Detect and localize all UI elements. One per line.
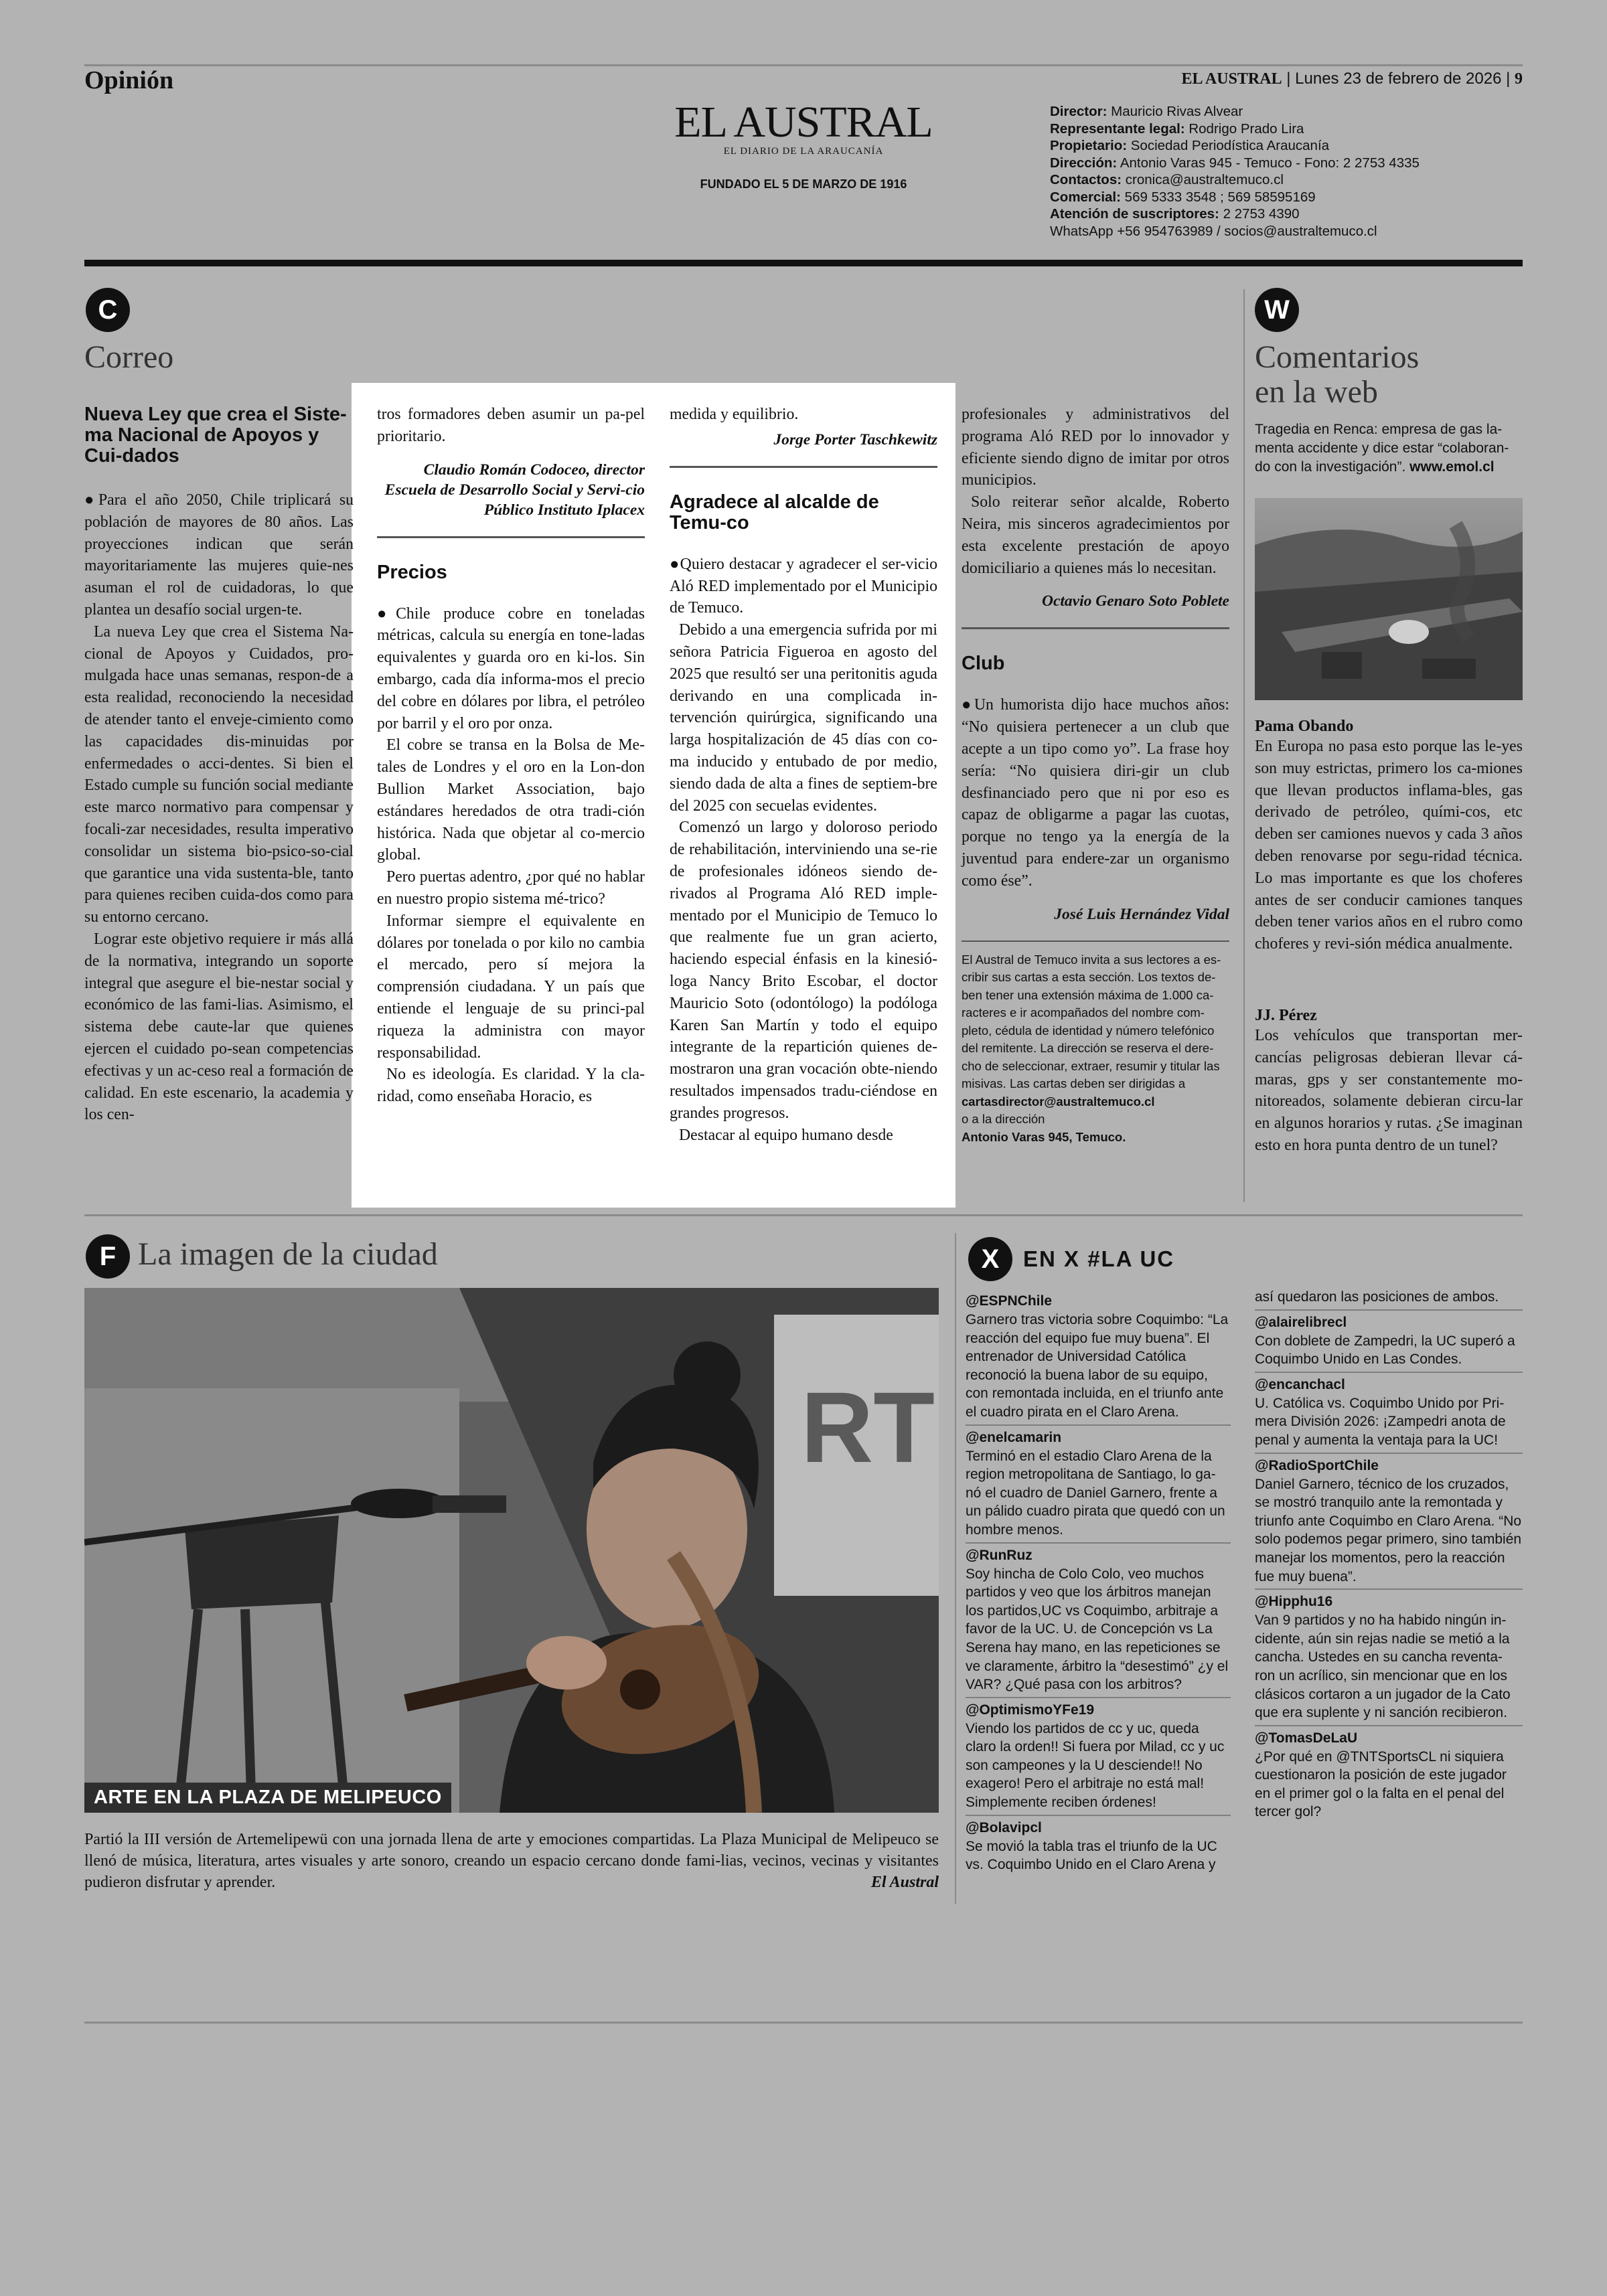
comment-author: JJ. Pérez	[1255, 1007, 1317, 1024]
city-photo	[84, 1288, 939, 1813]
x-title: EN X #LA UC	[1023, 1246, 1175, 1271]
x-handle[interactable]: @TomasDeLaU	[1255, 1730, 1358, 1746]
staff-row: Dirección: Antonio Varas 945 - Temuco - Fono: 2 2753 4335	[1050, 155, 1420, 171]
mid-rule	[84, 1214, 1523, 1216]
section-name: Opinión	[84, 66, 174, 94]
x-post[interactable]	[966, 1289, 1231, 1426]
letter-signature: Jorge Porter Taschkewitz	[773, 430, 937, 448]
correo-badge: C	[86, 288, 130, 332]
letter-headline: Precios	[377, 561, 447, 583]
x-text: Con doblete de Zampedri, la UC superó a Coquimbo Unido en Las Condes.	[1255, 1333, 1515, 1368]
x-handle[interactable]: @OptimismoYFe19	[966, 1702, 1095, 1718]
x-handle[interactable]: @encanchacl	[1255, 1376, 1345, 1392]
x-feed-column-2	[1255, 1285, 1523, 1824]
masthead-logo: EL AUSTRAL	[674, 98, 933, 147]
letter-column-2	[377, 404, 645, 1108]
paper-name: EL AUSTRAL	[1181, 70, 1282, 88]
staff-row: Director: Mauricio Rivas Alvear	[1050, 104, 1243, 119]
web-lead: Tragedia en Renca: empresa de gas la-menta accidente y dice estar “colaboran-do con la investigación”. www.emol.cl	[1255, 422, 1509, 475]
x-text: U. Católica vs. Coquimbo Unido por Pri-mera División 2026: ¡Zampedri anota de penal y aumenta la ventaja para la UC!	[1255, 1395, 1506, 1448]
web-comment	[1255, 718, 1523, 955]
letters-disclaimer: El Austral de Temuco invita a sus lectores a es-cribir sus cartas a esta sección. Los textos de-ben tener una extensión máxima de 1.000 ca-racteres e ir acompañados del nombre com-pleto, cédula de identidad y número telefónico del remitente. La dirección se reserva el dere-cho de seleccionar, extraer, resumir y titular las misivas. Las cartas deben ser dirigidas a cartasdirector@australtemuco.cl o a la dirección Antonio Varas 945, Temuco.	[962, 952, 1221, 1144]
x-text: Garnero tras victoria sobre Coquimbo: “La reacción del equipo fue muy buena”. El entrenador de Universidad Católica reconoció la buena labor de su equipo, con remontada incluida, en el triunfo ante el cuadro pirata en el Claro Arena.	[966, 1312, 1229, 1420]
x-text: Soy hincha de Colo Colo, veo muchos partidos y veo que los árbitros manejan los partidos,UC vs Coquimbo, arbitraje a favor de la UC. U. de Concepción vs La Serena hay mano, en las repeticiones se ve claramente, árbitro la “desestimó” ¿y el VAR? ¿Qué pasa con los arbitros?	[966, 1566, 1229, 1693]
founded-line: FUNDADO EL 5 DE MARZO DE 1916	[700, 177, 907, 191]
masthead-subtitle: EL DIARIO DE LA ARAUCANÍA	[723, 146, 884, 157]
x-badge: X	[968, 1237, 1012, 1281]
x-text: Van 9 partidos y no ha habido ningún in-cidente, aún sin rejas nadie se metió a la cancha. Ustedes en su cancha reventa-ron un acrílico, sin mencionar que en los clásicos cortaron a un jugador de la Cato que era suplente y ni sanción recibieron.	[1255, 1613, 1511, 1721]
x-handle[interactable]: @Bolavipcl	[966, 1819, 1042, 1835]
letter-headline: Nueva Ley que crea el Siste-ma Nacional de Apoyos y Cui-dados	[84, 404, 347, 467]
x-post[interactable]	[1255, 1373, 1523, 1454]
letter-headline: Agradece al alcalde de Temu-co	[670, 491, 879, 534]
letter-headline: Club	[962, 653, 1005, 675]
tanker-fire-photo	[1255, 498, 1523, 700]
x-post[interactable]	[1255, 1590, 1523, 1726]
x-text: Viendo los partidos de cc y uc, queda claro la orden!! Si fuera por Milad, cc y uc son campeones y la U desciende!! No exagero! Pero el arbitraje no está mal! Simplemente reciben órdenes!	[966, 1720, 1225, 1811]
photo-credit: El Austral	[870, 1874, 939, 1891]
divider	[670, 466, 937, 468]
staff-row: WhatsApp +56 954763989 / socios@australtemuco.cl	[1050, 223, 1377, 239]
x-text: Daniel Garnero, técnico de los cruzados, se mostró tranquilo ante la remontada y triunfo ante Coquimbo en Claro Arena. “No solo podemos pegar primero, sino también manejar los momentos, pero la reacción fue muy buena”.	[1255, 1476, 1522, 1584]
staff-row: Contactos: cronica@australtemuco.cl	[1050, 172, 1284, 187]
web-news-photo	[1255, 498, 1523, 700]
city-badge: F	[86, 1234, 130, 1279]
divider	[962, 940, 1229, 942]
letter-signature: Octavio Genaro Soto Poblete	[1041, 592, 1229, 610]
letter-signature: Claudio Román Codoceo, director Escuela de Desarrollo Social y Servi-cio Público Instituto Iplacex	[384, 461, 645, 519]
web-title: Comentarios en la web	[1255, 339, 1420, 410]
x-text: Terminó en el estadio Claro Arena de la region metropolitana de Santiago, lo ga-nó el cuadro de Daniel Garnero, frente a un pálido cuadro pirata que quedó con un hombre menos.	[966, 1448, 1225, 1538]
divider	[377, 536, 645, 538]
letter-body: ●Quiero destacar y agradecer el ser-vicio Aló RED implementado por el Municipio de Temuco. Debido a una emergencia sufrida por mi señora Patricia Figueroa en agosto del 2025 que resultó ser una peritonitis aguda derivando en una complicada in-tervención quirúrgica, significando una larga hospitalización de 45 días con co-ma inducido y entubado de por medio, siendo dada de alta a fines de septiem-bre del 2025 con secuelas evidentes. Comenzó un largo y doloroso periodo de rehabilitación, interviniendo una se-rie de profesionales idóneos siendo de-rivados al Programa Aló RED imple-mentado por el Municipio de Temuco lo que realmente fue un gran acierto, haciendo especial énfasis en la kinesió-loga Nancy Brito Escobar, el doctor Mauricio Soto (odontólogo) la podóloga Karen San Martín y todo el equipo integrante de la repartición quienes de-mostraron una gran vocación obte-niendo resultados impensados tradu-ciéndose en grandes progresos. Destacar al equipo humano desde	[670, 555, 937, 1144]
letter-body: ●Un humorista dijo hace muchos años: “No quisiera pertenecer a un club que acepte a un tipo como yo”. La frase hoy sería: “No quisiera diri-gir un club desfinanciado pero que ni por eso es capaz de obligarme a pagar las cuotas, porque no tengo ya la energía de la juventud para endere-zar un organismo como ése”.	[962, 696, 1229, 890]
letters-email[interactable]: cartasdirector@australtemuco.cl	[962, 1094, 1155, 1109]
divider	[962, 627, 1229, 629]
staff-row: Representante legal: Rodrigo Prado Lira	[1050, 120, 1304, 137]
issue-date: | Lunes 23 de febrero de 2026 |	[1286, 70, 1511, 88]
guitar-player-photo	[84, 1288, 939, 1813]
correo-title: Correo	[84, 339, 174, 375]
letter-column-1	[84, 404, 354, 1126]
letter-signature: José Luis Hernández Vidal	[1054, 905, 1229, 923]
letter-column-4	[962, 404, 1229, 1146]
x-post[interactable]	[966, 1816, 1231, 1877]
x-handle[interactable]: @ESPNChile	[966, 1293, 1053, 1309]
x-post[interactable]	[966, 1426, 1231, 1544]
x-handle[interactable]: @Hipphu16	[1255, 1594, 1333, 1610]
letter-body: tros formadores deben asumir un pa-pel prioritario.	[377, 406, 645, 445]
letter-body: profesionales y administrativos del programa Aló RED por lo innovador y eficiente siendo digno de imitar por otros municipios. Solo reiterar señor alcalde, Roberto Neira, mis sinceros agradecimientos por esta excelente prestación de apoyo domiciliario a quienes más lo necesitan.	[962, 406, 1229, 577]
column-separator	[955, 1233, 956, 1904]
photo-caption: ARTE EN LA PLAZA DE MELIPEUCO	[84, 1783, 451, 1813]
comment-text: En Europa no pasa esto porque las le-yes son muy estrictas, primero los ca-miones que llevan productos inflama-bles, gas derivado de petróleo, quími-cos, etc deben ser camiones nuevos y cada 3 años deben renovarse por segu-ridad técnica. Lo mas importante es que los choferes antes de ser conducir camiones tanques deben tener varios años en el rubro como choferes y revi-sión médica anualmente.	[1255, 738, 1523, 953]
web-source-link[interactable]: www.emol.cl	[1409, 459, 1495, 475]
letter-body: ●Chile produce cobre en toneladas métricas, calcula su energía en tone-ladas equivalentes y guarda oro en ki-los. Sin embargo, cada día informa-mos el precio del cobre en dólares por libra, el petróleo por barril y el oro por onza. El cobre se transa en la Bolsa de Me-tales de Londres y el oro en la Lon-don Bullion Market Association, bajo estándares heredados de otra tradi-ción histórica. Nada que objetar al co-mercio global. Pero puertas adentro, ¿por qué no hablar en nuestro propio sistema mé-trico? Informar siempre el equivalente en dólares por tonelada o por kilo no cambia el mercado, pero sí mejora la comprensión ciudadana. Y un país que entiende el lenguaje de su princi-pal riqueza la administra con mayor responsabilidad. No es ideología. Es claridad. Y la cla-ridad, como enseñaba Horacio, es	[377, 604, 645, 1106]
staff-row: Comercial: 569 5333 3548 ; 569 58595169	[1050, 189, 1316, 205]
page-number: 9	[1515, 70, 1523, 88]
x-handle[interactable]: @RunRuz	[966, 1547, 1032, 1563]
x-post-continued: así quedaron las posiciones de ambos.	[1255, 1285, 1523, 1311]
x-text: ¿Por qué en @TNTSportsCL ni siquiera cuestionaron la posición de este jugador en el primer gol o la falta en el penal del tercer gol?	[1255, 1748, 1507, 1820]
comment-author: Pama Obando	[1255, 718, 1354, 735]
web-badge: W	[1255, 288, 1299, 332]
comment-text: Los vehículos que transportan mer-cancías peligrosas debieran llevar cá-maras, gps y ser constantemente mo-nitoreados, solamente debieran circu-lar en algunos horarios y rutas. ¿Se imaginan esto en hora punta dentro de un tunel?	[1255, 1027, 1523, 1154]
x-post[interactable]	[1255, 1454, 1523, 1590]
top-rule	[84, 64, 1523, 66]
letter-body: medida y equilibrio.	[670, 406, 799, 423]
x-post[interactable]	[966, 1544, 1231, 1698]
x-handle[interactable]: @enelcamarin	[966, 1429, 1062, 1445]
x-handle[interactable]: @alairelibrecl	[1255, 1314, 1347, 1330]
staff-row: Propietario: Sociedad Periodística Araucanía	[1050, 138, 1330, 153]
staff-row: Atención de suscriptores: 2 2753 4390	[1050, 206, 1300, 222]
staff-box	[1050, 103, 1420, 240]
x-post[interactable]	[1255, 1726, 1523, 1824]
letter-column-3	[670, 404, 937, 1146]
bottom-rule	[84, 2022, 1523, 2024]
svg-text:RT: RT	[801, 1371, 935, 1483]
x-text: Se movió la tabla tras el triunfo de la UC vs. Coquimbo Unido en el Claro Arena y	[966, 1838, 1217, 1873]
x-handle[interactable]: @RadioSportChile	[1255, 1457, 1379, 1473]
city-title: La imagen de la ciudad	[138, 1236, 438, 1272]
city-text: Partió la III versión de Artemelipewü con una jornada llena de arte y emociones compartidas. La Plaza Municipal de Melipeuco se llenó de música, literatura, artes visuales y arte sonoro, creando un espacio cercano donde fami-lias, vecinos, vecinas y visitantes pudieron disfrutar y aprender. El Austral	[84, 1829, 939, 1893]
header-thick-rule	[84, 260, 1523, 266]
web-comment	[1255, 1007, 1523, 1157]
x-post[interactable]	[966, 1698, 1231, 1816]
dateline	[1182, 70, 1523, 88]
x-feed-column-1	[966, 1289, 1231, 1877]
masthead	[670, 100, 937, 191]
x-post[interactable]	[1255, 1311, 1523, 1373]
letters-address: Antonio Varas 945, Temuco.	[962, 1129, 1126, 1144]
letter-body: ●Para el año 2050, Chile triplicará su población de mayores de 80 años. Las proyecciones indican que serán mayoritariamente las mujeres quie-nes asuman el rol de cuidadoras, lo que plantea un desafío social urgen-te. La nueva Ley que crea el Sistema Na-cional de Apoyos y Cuidados, pro-mulgada hace unas semanas, respon-de a esta realidad, reconociendo la necesidad de atender tanto el enveje-cimiento como las capacidades dis-minuidas por enfermedades o acci-dentes. Si bien el Estado cumple su función social mediante este marco normativo para compensar y focali-zar necesidades, resulta imperativo consolidar un sistema bio-psico-so-cial que garantice una vida sustenta-ble, tanto para quienes reciben cuida-dos como para su entorno cercano. Lograr este objetivo requiere ir más allá de la normativa, integrando un soporte integral que asegure el bie-nestar social y económico de las fami-lias. Asimismo, el sistema debe caute-lar que quienes ejercen el cuidado po-sean competencias efectivas y un ac-ceso real a formación de calidad. En este escenario, la academia y los cen-	[84, 491, 354, 1124]
column-separator	[1243, 289, 1245, 1202]
